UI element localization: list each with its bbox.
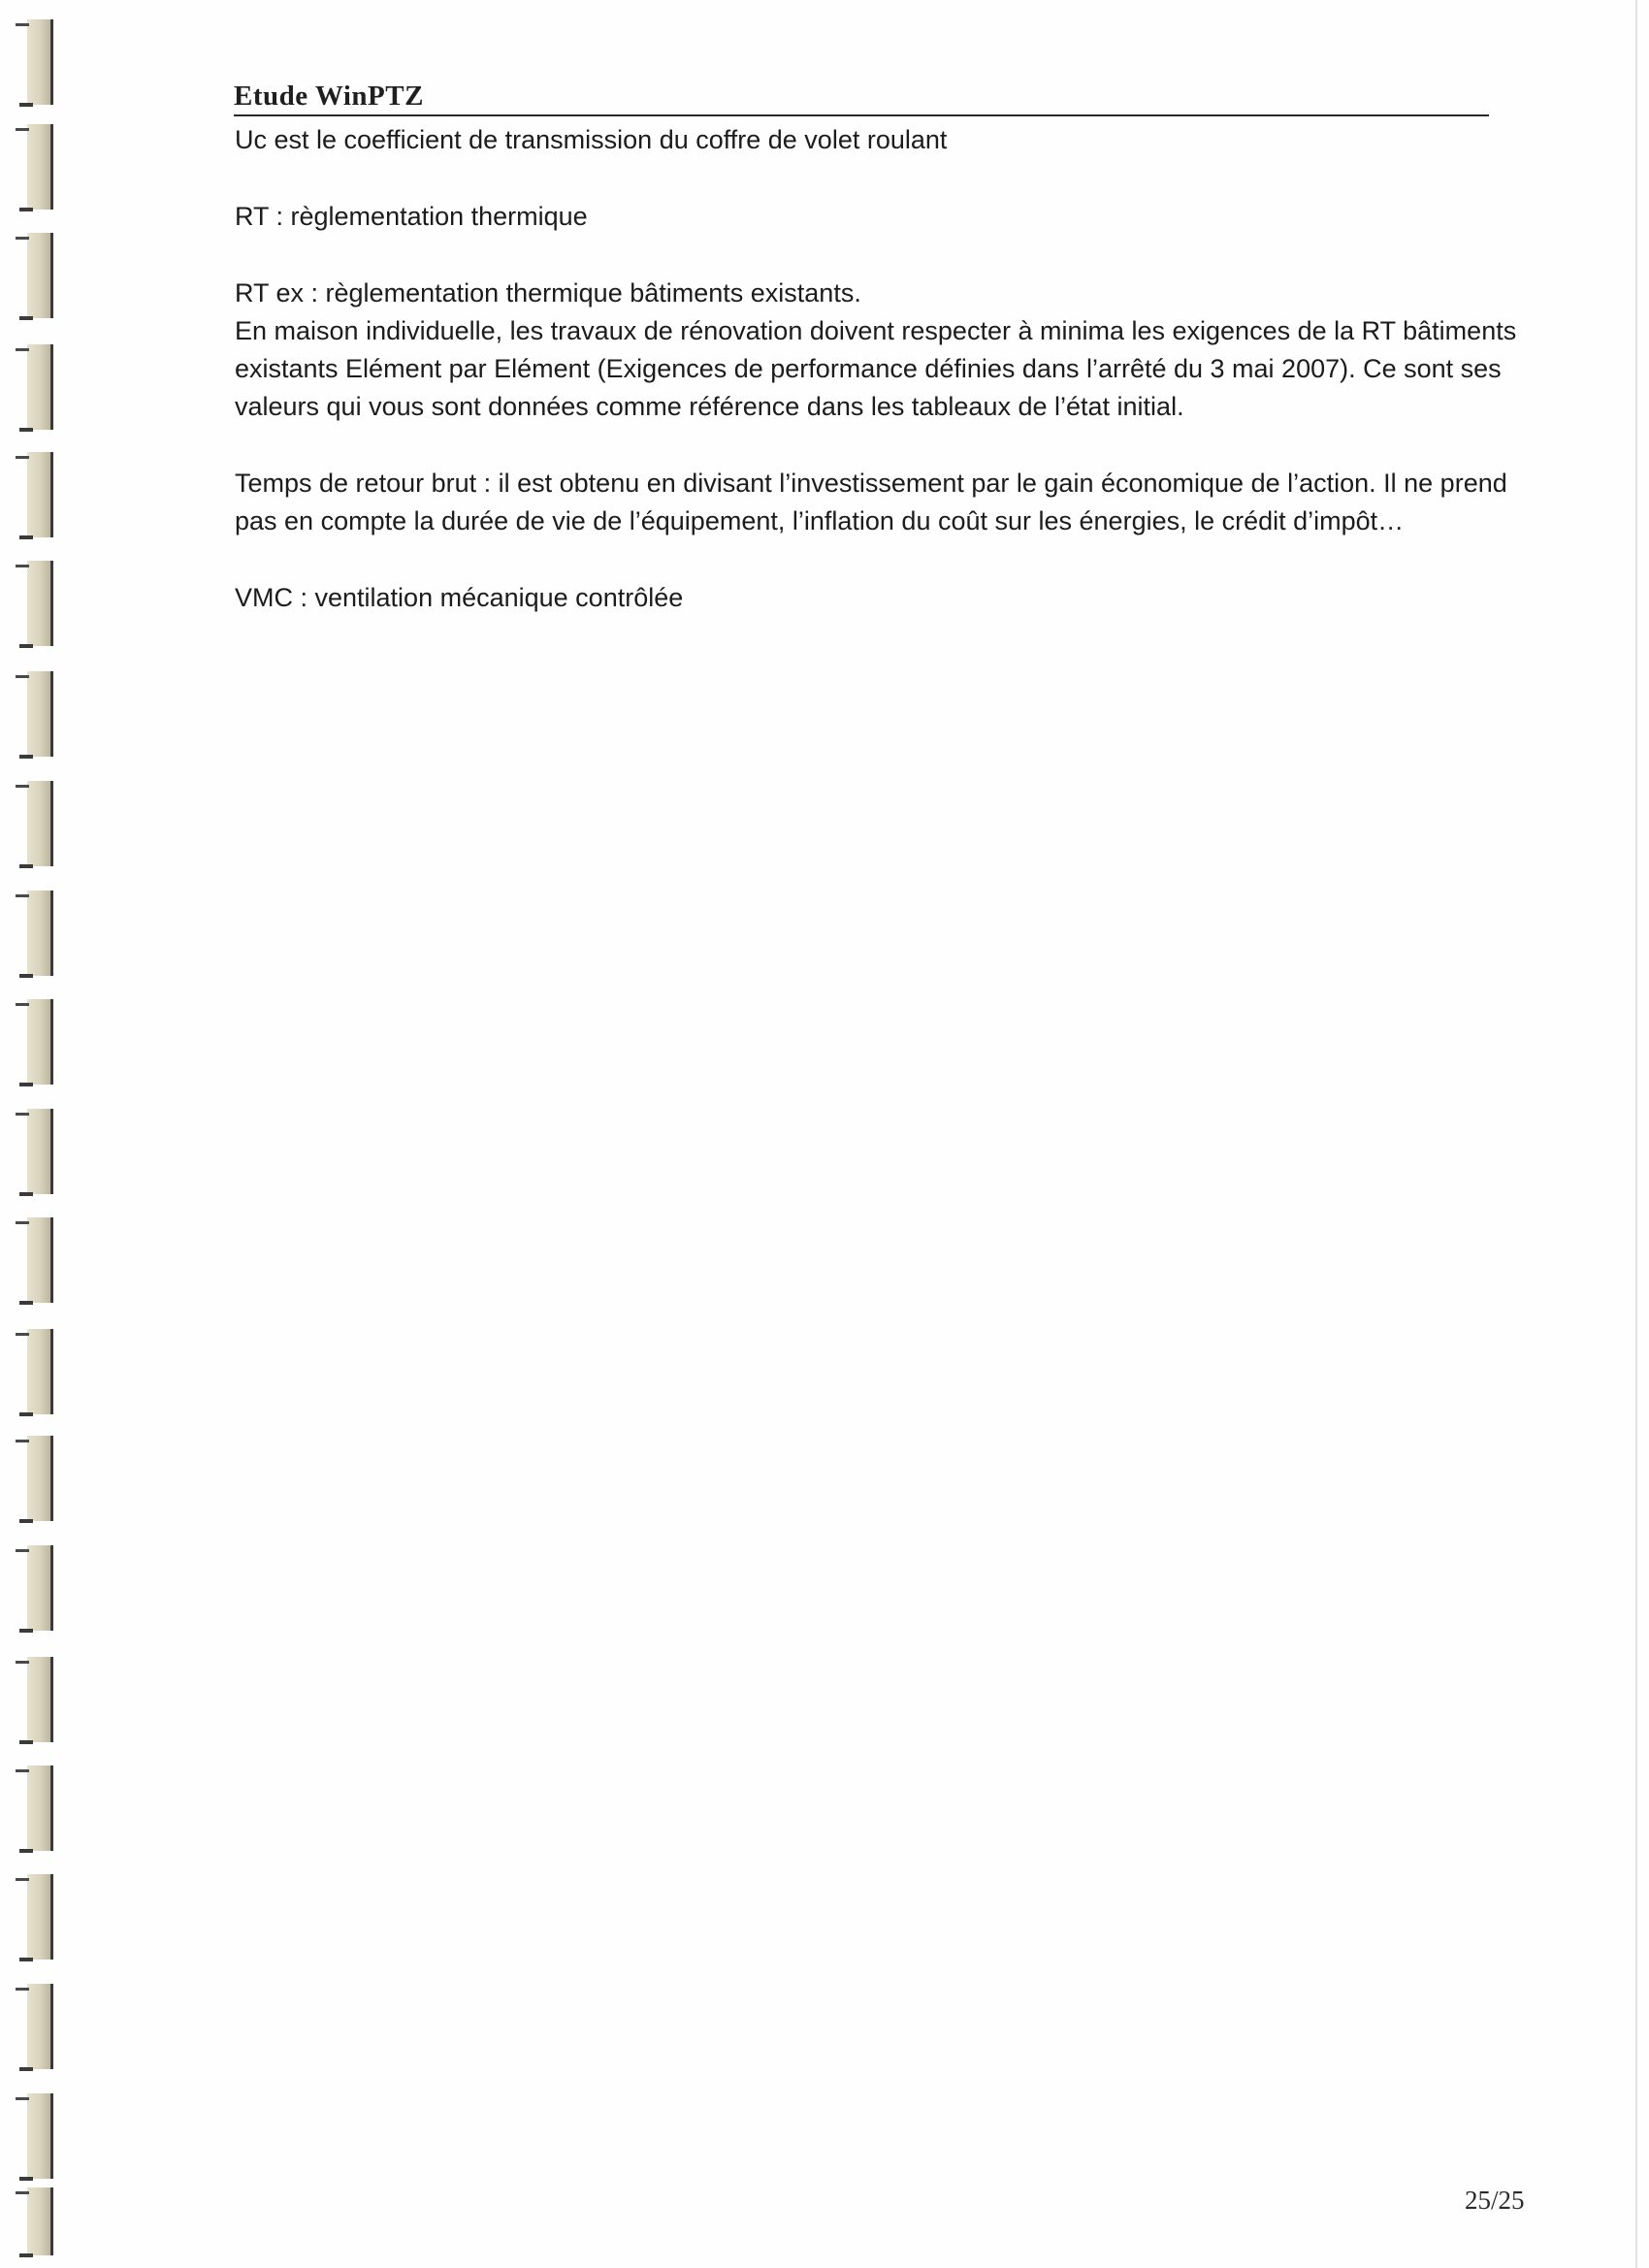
paragraph-vmc-definition: VMC : ventilation mécanique contrôlée	[235, 583, 684, 612]
binding-ring	[21, 1984, 54, 2069]
page-edge	[1635, 0, 1637, 2268]
binding-ring	[21, 233, 54, 318]
binding-ring	[21, 999, 54, 1085]
paragraph-payback-time: Temps de retour brut : il est obtenu en divisant l’investissement par le gain économique de l’action. Il ne prend pas en compte la durée de vie de l’équipement, l’inflation du coût sur les énergies, le crédit d’impôt…	[235, 469, 1507, 535]
binding-ring	[21, 671, 54, 757]
binding-ring	[21, 452, 54, 537]
binding-ring	[21, 1657, 54, 1742]
binding-ring	[21, 561, 54, 646]
binding-ring	[21, 1436, 54, 1521]
binding-ring	[21, 2187, 54, 2255]
paragraph-rt-definition: RT : règlementation thermique	[235, 202, 588, 231]
binding-ring	[21, 1545, 54, 1631]
binding-ring	[21, 1766, 54, 1851]
binding-ring	[21, 2093, 54, 2179]
header-divider	[234, 114, 1489, 116]
document-title: Etude WinPTZ	[234, 81, 424, 112]
binding-ring	[21, 1109, 54, 1194]
paragraph-rt-ex-definition: RT ex : règlementation thermique bâtiments existants.	[235, 278, 861, 308]
paragraph-renovation-requirements: En maison individuelle, les travaux de rénovation doivent respecter à minima les exigences de la RT bâtiments existants Elément par Elément (Exigences de performance définies dans l’arrêté du 3 mai 2007). Ce sont ses valeurs qui vous sont données comme référence dans les tableaux de l’état initial.	[235, 316, 1517, 421]
binding-ring	[21, 1874, 54, 1960]
binding-ring	[21, 124, 54, 210]
binding-ring	[21, 344, 54, 430]
binding-ring	[21, 19, 54, 105]
binding-ring	[21, 781, 54, 866]
binding-ring	[21, 1217, 54, 1303]
spiral-binding	[0, 0, 78, 2268]
paragraph-uc-definition: Uc est le coefficient de transmission du coffre de volet roulant	[235, 125, 948, 154]
page-header	[234, 80, 1489, 116]
binding-ring	[21, 1329, 54, 1414]
document-body	[235, 121, 1530, 617]
page-number: 25/25	[1465, 2186, 1525, 2215]
binding-ring	[21, 891, 54, 976]
